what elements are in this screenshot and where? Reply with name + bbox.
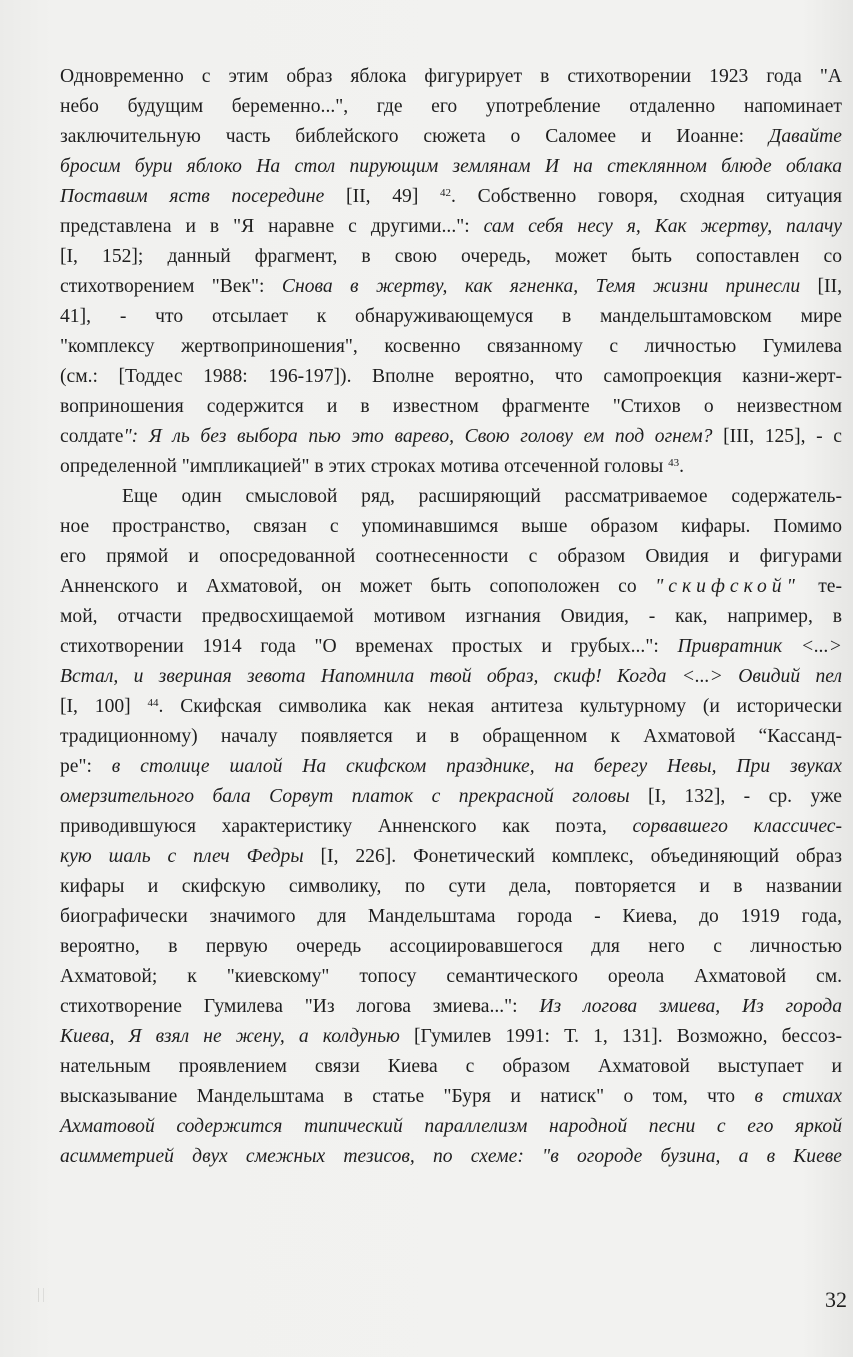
text-line: (см.: [Тоддес 1988: 196-197]). Вполне вероятно, что самопроекция казни-жерт- bbox=[60, 366, 842, 387]
quote-italic: кую шаль с плеч Федры bbox=[60, 846, 304, 867]
text-line: стихотворением "Век": Снова в жертву, как ягненка, Темя жизни принесли [II, bbox=[60, 276, 842, 297]
text-line: приводившуюся характеристику Анненского как поэта, сорвавшего классичес- bbox=[60, 816, 842, 837]
text-line: ре": в столице шалой На скифском празднике, на берегу Невы, При звуках bbox=[60, 756, 842, 777]
quote-italic: Из логова змиева, Из города bbox=[539, 996, 842, 1017]
text-line bbox=[60, 662, 842, 692]
quote-italic: Встал, и звериная зевота Напомнила твой образ, скиф! Когда <...> Овидий пел bbox=[60, 666, 842, 687]
text-line: 41], - что отсылает к обнаруживающемуся в мандельштамовском мире bbox=[60, 306, 842, 327]
text-line: Еще один смысловой ряд, расширяющий рассматриваемое содержатель- bbox=[122, 486, 842, 507]
text-line: стихотворении 1914 года "О временах простых и грубых...": Привратник <...> bbox=[60, 636, 843, 657]
quote-italic: в столице шалой На скифском празднике, на берегу Невы, При звуках bbox=[111, 756, 842, 777]
text-line: Одновременно с этим образ яблока фигурирует в стихотворении 1923 года "А bbox=[60, 66, 842, 87]
quote-italic: сорвавшего классичес- bbox=[632, 816, 842, 837]
body-text bbox=[60, 62, 842, 1172]
text-line: воприношения содержится и в известном фрагменте "Стихов о неизвестном bbox=[60, 396, 842, 417]
text-line: [I, 100] $^{44}$. Скифская символика как некая антитеза культурному (и исторически bbox=[60, 696, 842, 717]
text-line: омерзительного бала Сорвут платок с прекрасной головы [I, 132], - ср. уже bbox=[60, 786, 842, 807]
text-line: традиционному) началу появляется и в обращенном к Ахматовой “Кассанд- bbox=[60, 726, 842, 747]
footnote-ref: 43 bbox=[668, 457, 680, 469]
text-line: высказывание Мандельштама в статье "Буря и натиск" о том, что в стихах bbox=[60, 1086, 842, 1107]
quote-italic: ": Я ль без выбора пью это варево, Свою голову ем под огнем? bbox=[123, 426, 713, 447]
quote-italic: Давайте bbox=[768, 126, 842, 147]
text-line: небо будущим беременно...", где его употребление отдаленно напоминает bbox=[60, 96, 842, 117]
quote-italic: сам себя несу я, Как жертву, палачу bbox=[483, 216, 842, 237]
page-number: 32 bbox=[825, 1287, 847, 1312]
text-line: [I, 152]; данный фрагмент, в свою очередь, может быть сопоставлен со bbox=[60, 246, 842, 267]
quote-italic: Поставим яств посередине bbox=[60, 186, 325, 207]
footnote-ref: 42 bbox=[440, 187, 452, 199]
text-line: Анненского и Ахматовой, он может быть сопоположен со "скифской" те- bbox=[60, 576, 843, 597]
text-line: биографически значимого для Мандельштама города - Киева, до 1919 года, bbox=[60, 906, 842, 927]
quote-italic: Снова в жертву, как ягненка, Темя жизни принесли bbox=[281, 276, 801, 297]
quote-italic: омерзительного бала Сорвут платок с прекрасной головы bbox=[60, 786, 630, 807]
text-line: кифары и скифскую символику, по сути дела, повторяется и в названии bbox=[60, 876, 842, 897]
text-line bbox=[60, 1142, 842, 1172]
text-line: "комплексу жертвоприношения", косвенно связанному с личностью Гумилева bbox=[60, 336, 842, 357]
quote-italic: Киева, Я взял не жену, а колдунью bbox=[60, 1026, 400, 1047]
spaced-italic: "скифской" bbox=[655, 576, 800, 597]
text-line: стихотворение Гумилева "Из логова змиева...": Из логова змиева, Из города bbox=[60, 996, 842, 1017]
text-line: определенной "импликацией" в этих строках мотива отсеченной головы $^{43}$. bbox=[60, 456, 685, 477]
text-line: Поставим яств посередине [II, 49] $^{42}$. Собственно говоря, сходная ситуация bbox=[60, 186, 842, 207]
text-line bbox=[60, 1112, 842, 1142]
text-line: солдате": Я ль без выбора пью это варево, Свою голову ем под огнем? [III, 125], - с bbox=[60, 426, 842, 447]
quote-italic: Привратник <...> bbox=[677, 636, 843, 657]
text-line: заключительную часть библейского сюжета о Саломее и Иоанне: Давайте bbox=[60, 126, 842, 147]
text-line: Киева, Я взял не жену, а колдунью [Гумилев 1991: Т. 1, 131]. Возможно, бессоз- bbox=[60, 1026, 842, 1047]
page-mark bbox=[38, 1288, 44, 1302]
text-line: ное пространство, связан с упоминавшимся выше образом кифары. Помимо bbox=[60, 516, 842, 537]
quote-italic: в стихах bbox=[754, 1086, 842, 1107]
text-line: Ахматовой; к "киевскому" топосу семантического ореола Ахматовой см. bbox=[60, 966, 842, 987]
text-line: мой, отчасти предвосхищаемой мотивом изгнания Овидия, - как, например, в bbox=[60, 606, 842, 627]
quote-italic: бросим бури яблоко На стол пирующим землянам И на стеклянном блюде облака bbox=[60, 156, 842, 177]
text-line: кую шаль с плеч Федры [I, 226]. Фонетический комплекс, объединяющий образ bbox=[60, 846, 842, 867]
quote-italic: Ахматовой содержится типический параллелизм народной песни с его яркой bbox=[60, 1116, 842, 1137]
text-line: представлена и в "Я наравне с другими...": сам себя несу я, Как жертву, палачу bbox=[60, 216, 842, 237]
text-line: нательным проявлением связи Киева с образом Ахматовой выступает и bbox=[60, 1056, 842, 1077]
text-line bbox=[60, 152, 842, 182]
footnote-ref: 44 bbox=[147, 697, 159, 709]
text-line: его прямой и опосредованной соотнесенности с образом Овидия и фигурами bbox=[60, 546, 842, 567]
text-line: вероятно, в первую очередь ассоциировавшегося для него с личностью bbox=[60, 936, 842, 957]
quote-italic: асимметрией двух смежных тезисов, по схеме: "в огороде бузина, а в Киеве bbox=[60, 1146, 842, 1167]
